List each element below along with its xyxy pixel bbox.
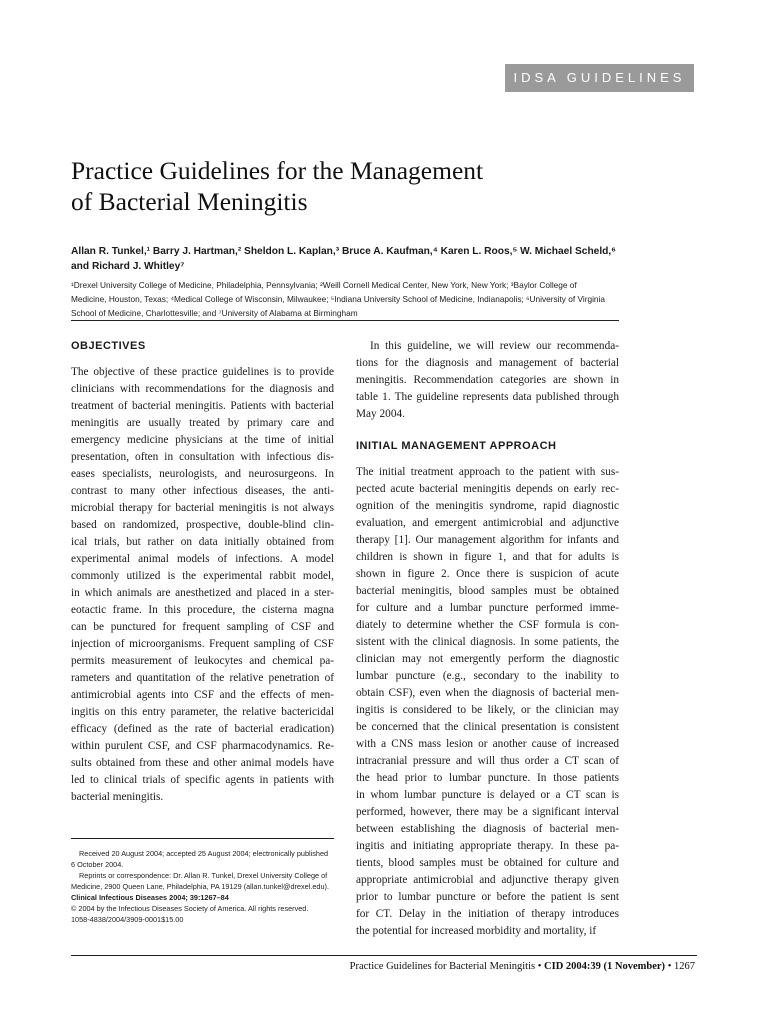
text-line: in which animals are anesthetized and placed in a ster- [71,587,334,599]
text-line: the potential for increased morbidity and mortality, if [356,925,597,937]
text-line: ical trials, but rather on data initially obtained from [71,536,334,548]
text-line: with a CNS mass lesion or another cause of increased [356,738,619,750]
author-list [71,244,631,274]
affiliation-line: School of Medicine, Charlottesville; and ⁷University of Alabama at Birmingham [71,308,358,318]
affiliation-line: Medicine, Houston, Texas; ⁴Medical College of Wisconsin, Milwaukee; ⁵Indiana University School of Medicine, Indianapolis; ⁶University of Virginia [71,294,605,304]
journal-citation: Clinical Infectious Diseases 2004; 39:1267–84 [71,893,229,902]
article-footnotes [71,848,334,925]
text-line: clinician may not emergently perform the diagnostic [356,653,619,665]
text-line: prior to lumbar puncture or before the patient is sent [356,891,619,903]
text-line: tions for the diagnosis and management of bacterial [356,357,619,369]
affiliations [71,278,631,320]
article-title [71,155,631,217]
received-note: Received 20 August 2004; accepted 25 August 2004; electronically published [79,849,329,858]
text-line: ingitis and initiating appropriate therapy. In these pa- [356,840,619,852]
footer-journal: CID 2004:39 (1 November) [544,961,666,972]
text-line: evaluation, and emergent antimicrobial and adjunctive [356,517,619,529]
text-line: shown in figure 2. Once there is suspicion of acute [356,568,619,580]
footer-divider [71,955,697,956]
text-line: the head prior to lumbar puncture. In those patients [356,772,619,784]
footer-bullet: • [667,961,674,972]
text-line: emergency medicine physicians at the time of initial [71,434,334,446]
text-line: in whom lumbar puncture is delayed or a CT scan is [356,789,619,801]
running-footer [350,960,695,974]
text-line: appropriate antimicrobial and adjunctive therapy given [356,874,619,886]
text-line: experimental animal models of infections. A model [71,553,334,565]
author-line: Allan R. Tunkel,¹ Barry J. Hartman,² Sheldon L. Kaplan,³ Bruce A. Kaufman,⁴ Karen L. Roos,⁵ W. Michael Scheld,⁶ [71,246,616,257]
intro-body [356,338,619,423]
text-line: children is shown in figure 1, and that for adults is [356,551,619,563]
text-line: treatment of bacterial meningitis. Patients with bacterial [71,400,334,412]
text-line: ingitis is considered to be likely, or the clinician may [356,704,619,716]
text-line: diately to determine whether the CSF formula is con- [356,619,619,631]
text-line: commonly utilized is the experimental rabbit model, [71,570,334,582]
initial-management-heading: INITIAL MANAGEMENT APPROACH [356,440,557,452]
footer-bullet: • [537,961,545,972]
text-line: bacterial meningitis, blood samples must be obtained [356,585,619,597]
text-line: can be punctured for frequent sampling of CSF and [71,621,334,633]
footer-title: Practice Guidelines for Bacterial Meningitis [349,961,536,972]
title-line: Practice Guidelines for the Management [71,156,484,185]
text-line: lumbar puncture (e.g., secondary to the inability to [356,670,619,682]
text-line: for CT. Delay in the initiation of therapy introduces [356,908,619,920]
text-line: ognition of the meningitis syndrome, rapid diagnostic [356,500,619,512]
text-line: be concerned that the clinical presentation is consistent [356,721,619,733]
text-line: eotactic frame. In this procedure, the cisterna magna [71,604,334,616]
affiliation-line: ¹Drexel University College of Medicine, Philadelphia, Pennsylvania; ²Weill Cornell Medical Center, New York, New York; ³Baylor College of [71,280,577,290]
text-line: ingitis on this entry parameter, the relative bactericidal [71,706,334,718]
text-line: meningitis. Recommendation categories are shown in [356,374,619,386]
objectives-body [71,364,334,806]
text-line: meningitis are usually treated by primary care and [71,417,334,429]
text-line: clinicians with recommendations for the diagnosis and [71,383,334,395]
text-line: based on randomized, prospective, double-blind clin- [71,519,334,531]
text-line: eases specialists, neurologists, and neurosurgeons. In [71,468,334,480]
page-number: 1267 [674,961,695,972]
text-line: obtain CSF), even when the diagnosis of bacterial men- [356,687,619,699]
received-note: 6 October 2004. [71,860,124,869]
text-line: intracranial pressure and will thus order a CT scan of [356,755,619,767]
text-line: tients, blood samples must be obtained for culture and [356,857,619,869]
header-divider [71,320,619,321]
text-line: rameters and quantitation of the relative penetration of [71,672,334,684]
text-line: antimicrobial agents into CSF and the effects of men- [71,689,334,701]
author-line: and Richard J. Whitley⁷ [71,261,185,272]
title-line: of Bacterial Meningitis [71,187,308,216]
text-line: pected acute bacterial meningitis depends on early rec- [356,483,619,495]
footnote-divider [71,838,334,839]
text-line: bacterial meningitis. [71,791,164,803]
text-line: therapy [1]. Our management algorithm for infants and [356,534,619,546]
text-line: presentation, often in consultation with infectious dis- [71,451,334,463]
section-tag: IDSA GUIDELINES [505,64,694,92]
text-line: contrast to many other infectious diseases, the anti- [71,485,334,497]
reprints-note: Medicine, 2900 Queen Lane, Philadelphia, PA 19129 (allan.tunkel@drexel.edu). [71,882,329,891]
copyright-note: © 2004 by the Infectious Diseases Society of America. All rights reserved. [71,904,309,913]
text-line: table 1. The guideline represents data published through [356,391,619,403]
text-line: permits measurement of leukocytes and chemical pa- [71,655,334,667]
objectives-heading: OBJECTIVES [71,340,146,352]
text-line: injection of microorganisms. Frequent sampling of CSF [71,638,334,650]
text-line: between establishing the diagnosis of bacterial men- [356,823,619,835]
text-line: The initial treatment approach to the patient with sus- [356,466,619,478]
text-line: microbial therapy for bacterial meningitis is not always [71,502,334,514]
reprints-note: Reprints or correspondence: Dr. Allan R. Tunkel, Drexel University College of [79,871,328,880]
text-line: The objective of these practice guidelines is to provide [71,366,334,378]
text-line: sults obtained from these and other animal models have [71,757,334,769]
copyright-note: 1058-4838/2004/3909-0001$15.00 [71,915,184,924]
text-line: performed, however, there may be a significant interval [356,806,619,818]
initial-management-body [356,464,619,940]
text-line: sistent with the clinical diagnosis. In some patients, the [356,636,619,648]
text-line: within purulent CSF, and CSF pharmacodynamics. Re- [71,740,334,752]
text-line: for culture and a lumbar puncture performed imme- [356,602,619,614]
text-line: efficacy (defined as the rate of bacterial eradication) [71,723,334,735]
text-line: led to clinical trials of specific agents in patients with [71,774,334,786]
text-line: In this guideline, we will review our recommenda- [370,340,619,352]
text-line: May 2004. [356,408,405,420]
